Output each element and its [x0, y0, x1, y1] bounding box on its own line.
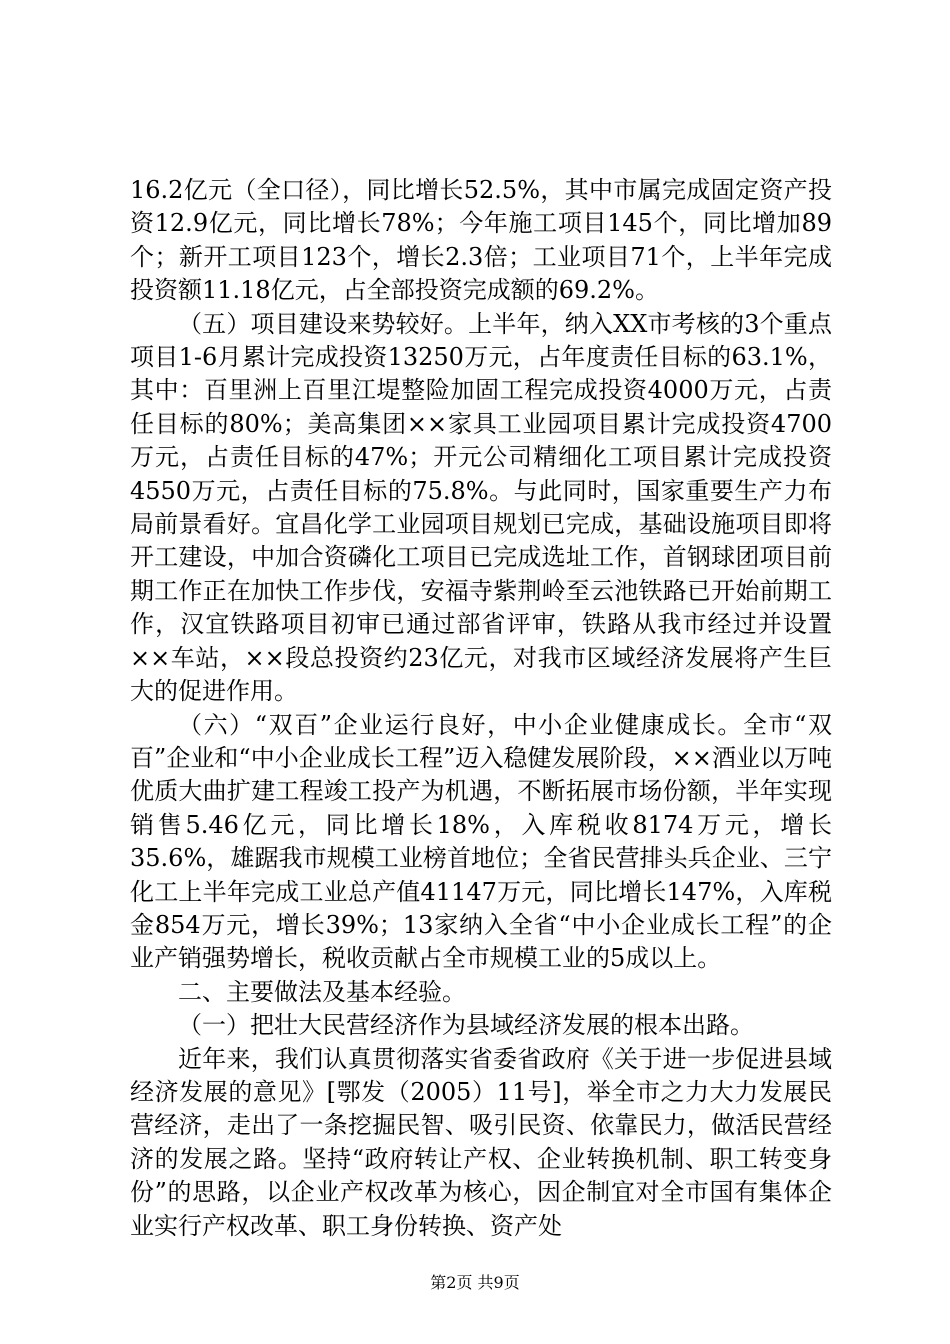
- paragraph-investment-summary: 16.2亿元（全口径），同比增长52.5%，其中市属完成固定资产投资12.9亿元，同比增长78%；今年施工项目145个，同比增加89个；新开工项目123个，增长2.3倍；工业项目71个，上半年完成投资额11.18亿元，占全部投资完成额的69.2%。: [130, 176, 832, 305]
- page-number-footer: 第2页 共9页: [430, 1273, 520, 1292]
- section-heading-main-practices: 二、主要做法及基本经验。: [178, 977, 466, 1006]
- subsection-heading-private-economy: （一）把壮大民营经济作为县域经济发展的根本出路。: [178, 1011, 754, 1040]
- paragraph-enterprise-operation: （六）“双百”企业运行良好，中小企业健康成长。全市“双百”企业和“中小企业成长工程”迈入稳健发展阶段，××酒业以万吨优质大曲扩建工程竣工投产为机遇，不断拓展市场份额，半年实现销售5.46亿元，同比增长18%，入库税收8174万元，增长35.6%，雄踞我市规模工业榜首地位；全省民营排头兵企业、三宁化工上半年完成工业总产值41147万元，同比增长147%，入库税金854万元，增长39%；13家纳入全省“中小企业成长工程”的企业产销强势增长，税收贡献占全市规模工业的5成以上。: [130, 710, 832, 973]
- paragraph-private-economy: 近年来，我们认真贯彻落实省委省政府《关于进一步促进县域经济发展的意见》[鄂发（2005）11号]，举全市之力大力发展民营经济，走出了一条挖掘民智、吸引民资、依靠民力，做活民营经济的发展之路。坚持“政府转让产权、企业转换机制、职工转变身份”的思路，以企业产权改革为核心，因企制宜对全市国有集体企业实行产权改革、职工身份转换、资产处: [130, 1044, 832, 1240]
- document-body: [130, 174, 832, 1243]
- paragraph-project-construction: （五）项目建设来势较好。上半年，纳入XX市考核的3个重点项目1-6月累计完成投资13250万元，占年度责任目标的63.1%，其中：百里洲上百里江堤整险加固工程完成投资4000万元，占责任目标的80%；美高集团××家具工业园项目累计完成投资4700万元，占责任目标的47%；开元公司精细化工项目累计完成投资4550万元，占责任目标的75.8%。与此同时，国家重要生产力布局前景看好。宜昌化学工业园项目规划已完成，基础设施项目即将开工建设，中加合资磷化工项目已完成选址工作，首钢球团项目前期工作正在加快工作步伐，安福寺紫荆岭至云池铁路已开始前期工作，汉宜铁路项目初审已通过部省评审，铁路从我市经过并设置××车站，××段总投资约23亿元，对我市区域经济发展将产生巨大的促进作用。: [130, 309, 832, 706]
